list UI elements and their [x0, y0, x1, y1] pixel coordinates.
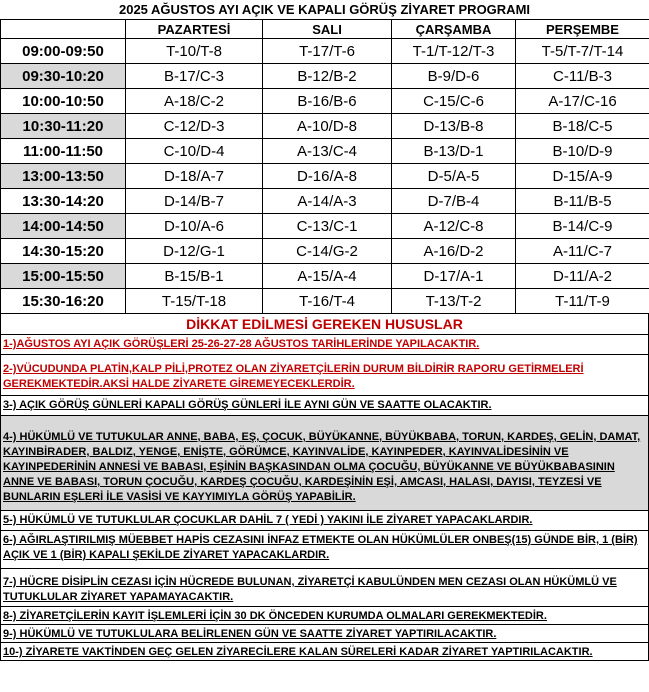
- ward-cell: C-10/D-4: [126, 139, 263, 164]
- ward-cell: B-9/D-6: [392, 64, 516, 89]
- day-header: SALI: [263, 20, 392, 39]
- ward-cell: D-13/B-8: [392, 114, 516, 139]
- ward-cell: B-15/B-1: [126, 264, 263, 289]
- time-slot: 14:30-15:20: [1, 239, 126, 264]
- day-header: ÇARŞAMBA: [392, 20, 516, 39]
- notes-title: DİKKAT EDİLMESİ GEREKEN HUSUSLAR: [0, 314, 649, 334]
- time-slot: 10:00-10:50: [1, 89, 126, 114]
- schedule-row: [1, 164, 649, 189]
- ward-cell: D-18/A-7: [126, 164, 263, 189]
- note-item: 3-) AÇIK GÖRÜŞ GÜNLERİ KAPALI GÖRÜŞ GÜNLERİ İLE AYNI GÜN VE SAATTE OLACAKTIR.: [0, 396, 649, 416]
- ward-cell: C-13/C-1: [263, 214, 392, 239]
- ward-cell: D-15/A-9: [516, 164, 649, 189]
- schedule-row: [1, 239, 649, 264]
- time-slot: 13:30-14:20: [1, 189, 126, 214]
- ward-cell: B-18/C-5: [516, 114, 649, 139]
- ward-cell: B-12/B-2: [263, 64, 392, 89]
- time-slot: 09:00-09:50: [1, 39, 126, 64]
- time-slot: 11:00-11:50: [1, 139, 126, 164]
- ward-cell: T-13/T-2: [392, 289, 516, 314]
- note-item: 4-) HÜKÜMLÜ VE TUTUKULAR ANNE, BABA, EŞ, ÇOCUK, BÜYÜKANNE, BÜYÜKBABA, TORUN, KARDEŞ, GELİN, DAMAT, KAYINBİRADER, BALDIZ, YENGE, ENİŞTE, GÖRÜMCE, KAYINVALİDE, KAYINPEDER, KAYINVALİDESİNİN VE KAYINPEDERİNİN ANNESİ VE BABASI, EŞİNİN BAŞKASINDAN OLMA ÇOCUĞU, BÜYÜKANNE VE BÜYÜKBABASININ ANNE VE BABASI, TORUN ÇOCUĞU, KARDEŞ ÇOCUĞU, KARDEŞİNİN EŞİ, AMCASI, HALASI, DAYISI, TEYZESİ VE BUNLARIN EŞLERİ İLE VASİSİ VE KAYYIMIYLA GÖRÜŞ YAPABİLİR.: [0, 416, 649, 511]
- notes-list: [0, 334, 649, 661]
- ward-cell: D-5/A-5: [392, 164, 516, 189]
- schedule-row: [1, 139, 649, 164]
- ward-cell: A-17/C-16: [516, 89, 649, 114]
- ward-cell: D-7/B-4: [392, 189, 516, 214]
- schedule-row: [1, 39, 649, 64]
- day-header: PAZARTESİ: [126, 20, 263, 39]
- note-item: 7-) HÜCRE DİSİPLİN CEZASI İÇİN HÜCREDE BULUNAN, ZİYARETÇİ KABULÜNDEN MEN CEZASI OLAN HÜKÜMLÜ VE TUTUKLULAR ZİYARET YAPAMAYACAKTIR.: [0, 569, 649, 607]
- note-item: 2-)VÜCUDUNDA PLATİN,KALP PİLİ,PROTEZ OLAN ZİYARETÇİLERİN DURUM BİLDİRİR RAPORU GETİRMELERİ GEREKMEKTEDİR.AKSİ HALDE ZİYARETE GİREMEYECEKLERDİR.: [0, 355, 649, 396]
- ward-cell: T-11/T-9: [516, 289, 649, 314]
- schedule-row: [1, 89, 649, 114]
- time-slot: 09:30-10:20: [1, 64, 126, 89]
- ward-cell: A-13/C-4: [263, 139, 392, 164]
- ward-cell: T-16/T-4: [263, 289, 392, 314]
- note-item: 10-) ZİYARETE VAKTİNDEN GEÇ GELEN ZİYARECİLERE KALAN SÜRELERİ KADAR ZİYARET YAPTIRILACAKTIR.: [0, 643, 649, 661]
- ward-cell: T-5/T-7/T-14: [516, 39, 649, 64]
- day-header: PERŞEMBE: [516, 20, 649, 39]
- ward-cell: T-10/T-8: [126, 39, 263, 64]
- ward-cell: A-18/C-2: [126, 89, 263, 114]
- schedule-row: [1, 64, 649, 89]
- ward-cell: A-16/D-2: [392, 239, 516, 264]
- ward-cell: C-15/C-6: [392, 89, 516, 114]
- note-item: 5-) HÜKÜMLÜ VE TUTUKLULAR ÇOCUKLAR DAHİL 7 ( YEDİ ) YAKINI İLE ZİYARET YAPACAKLARDIR.: [0, 511, 649, 531]
- note-item: 6-) AĞIRLAŞTIRILMIŞ MÜEBBET HAPİS CEZASINI İNFAZ ETMEKTE OLAN HÜKÜMLÜLER ONBEŞ(15) GÜNDE BİR, 1 (BİR) AÇIK VE 1 (BİR) KAPALI ŞEKİLDE ZİYARET YAPACAKLARDIR.: [0, 531, 649, 569]
- schedule-table: [0, 19, 649, 314]
- ward-cell: C-12/D-3: [126, 114, 263, 139]
- ward-cell: A-12/C-8: [392, 214, 516, 239]
- page-title: 2025 AĞUSTOS AYI AÇIK VE KAPALI GÖRÜŞ ZİYARET PROGRAMI: [118, 2, 531, 17]
- time-slot: 14:00-14:50: [1, 214, 126, 239]
- ward-cell: D-11/A-2: [516, 264, 649, 289]
- ward-cell: A-14/A-3: [263, 189, 392, 214]
- ward-cell: T-17/T-6: [263, 39, 392, 64]
- schedule-row: [1, 264, 649, 289]
- time-slot: 13:00-13:50: [1, 164, 126, 189]
- ward-cell: D-17/A-1: [392, 264, 516, 289]
- schedule-row: [1, 189, 649, 214]
- note-item: 8-) ZİYARETÇİLERİN KAYIT İŞLEMLERİ İÇİN 30 DK ÖNCEDEN KURUMDA OLMALARI GEREKMEKTEDİR.: [0, 607, 649, 625]
- ward-cell: A-15/A-4: [263, 264, 392, 289]
- ward-cell: B-14/C-9: [516, 214, 649, 239]
- ward-cell: B-11/B-5: [516, 189, 649, 214]
- time-slot: 10:30-11:20: [1, 114, 126, 139]
- ward-cell: D-16/A-8: [263, 164, 392, 189]
- note-item: 9-) HÜKÜMLÜ VE TUTUKLULARA BELİRLENEN GÜN VE SAATTE ZİYARET YAPTIRILACAKTIR.: [0, 625, 649, 643]
- ward-cell: C-11/B-3: [516, 64, 649, 89]
- ward-cell: B-16/B-6: [263, 89, 392, 114]
- note-item: 1-)AĞUSTOS AYI AÇIK GÖRÜŞLERİ 25-26-27-28 AĞUSTOS TARİHLERİNDE YAPILACAKTIR.: [0, 335, 649, 355]
- ward-cell: D-10/A-6: [126, 214, 263, 239]
- ward-cell: T-15/T-18: [126, 289, 263, 314]
- schedule-row: [1, 214, 649, 239]
- ward-cell: A-11/C-7: [516, 239, 649, 264]
- ward-cell: B-17/C-3: [126, 64, 263, 89]
- ward-cell: A-10/D-8: [263, 114, 392, 139]
- ward-cell: D-14/B-7: [126, 189, 263, 214]
- ward-cell: C-14/G-2: [263, 239, 392, 264]
- schedule-row: [1, 114, 649, 139]
- corner-cell: [1, 20, 126, 39]
- ward-cell: T-1/T-12/T-3: [392, 39, 516, 64]
- ward-cell: B-13/D-1: [392, 139, 516, 164]
- ward-cell: D-12/G-1: [126, 239, 263, 264]
- schedule-row: [1, 289, 649, 314]
- ward-cell: B-10/D-9: [516, 139, 649, 164]
- header-row: [1, 20, 649, 39]
- time-slot: 15:00-15:50: [1, 264, 126, 289]
- time-slot: 15:30-16:20: [1, 289, 126, 314]
